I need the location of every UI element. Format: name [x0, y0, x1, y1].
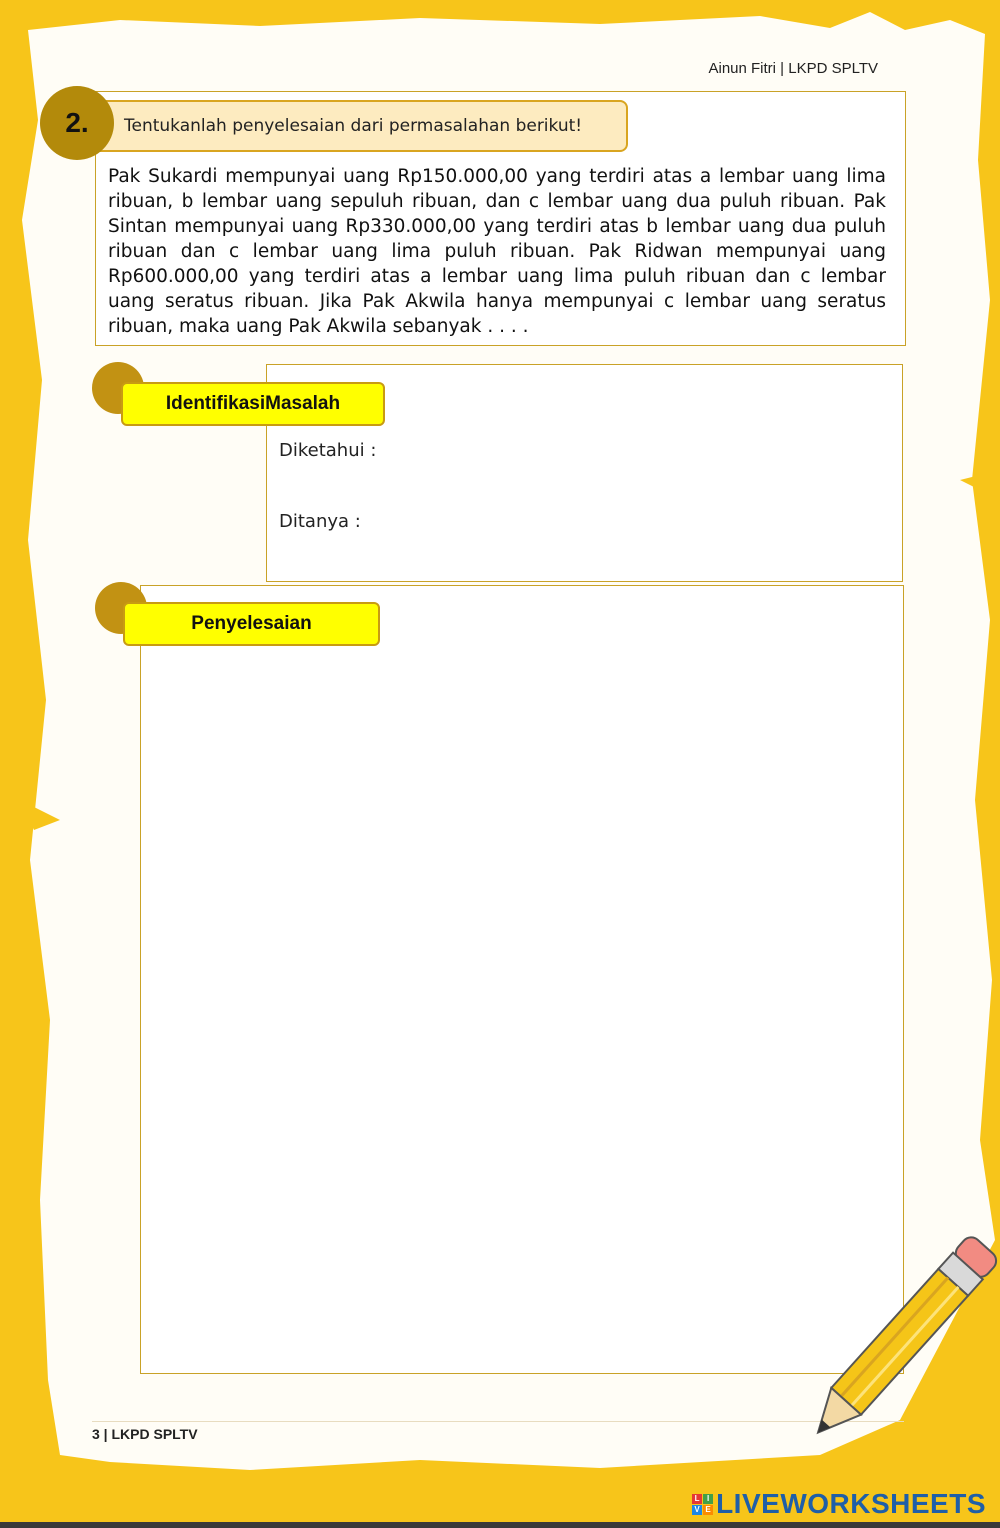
question-instruction: Tentukanlah penyelesaian dari permasalahan berikut!	[92, 100, 628, 152]
liveworksheets-brand	[692, 1488, 986, 1520]
footer-page-label: 3 | LKPD SPLTV	[92, 1426, 198, 1442]
solution-label: Penyelesaian	[123, 602, 380, 646]
brand-mark-letter: I	[703, 1494, 713, 1504]
brand-logo-icon	[692, 1494, 713, 1515]
brand-mark-letter: V	[692, 1505, 702, 1515]
question-number-badge: 2.	[40, 86, 114, 160]
asked-label: Ditanya :	[279, 511, 361, 532]
brand-name: LIVEWORKSHEETS	[716, 1488, 986, 1519]
problem-text: Pak Sukardi mempunyai uang Rp150.000,00 yang terdiri atas a lembar uang lima ribuan, b lembar uang sepuluh ribuan, dan c lembar uang dua puluh ribuan. Pak Sintan mempunyai uang Rp330.000,00 yang terdiri atas b lembar uang dua puluh ribuan dan c lembar uang lima puluh ribuan. Pak Ridwan mempunyai uang Rp600.000,00 yang terdiri atas a lembar uang lima puluh ribuan dan c lembar uang seratus ribuan. Jika Pak Akwila hanya mempunyai c lembar uang seratus ribuan, maka uang Pak Akwila sebanyak . . . .	[108, 166, 886, 337]
brand-mark-letter: E	[703, 1505, 713, 1515]
identification-label: IdentifikasiMasalah	[121, 382, 385, 426]
known-label: Diketahui :	[279, 440, 377, 461]
pencil-icon	[790, 1222, 1000, 1472]
bottom-bar	[0, 1522, 1000, 1528]
footer-divider	[92, 1421, 904, 1422]
brand-mark-letter: L	[692, 1494, 702, 1504]
header-author: Ainun Fitri | LKPD SPLTV	[708, 60, 878, 77]
